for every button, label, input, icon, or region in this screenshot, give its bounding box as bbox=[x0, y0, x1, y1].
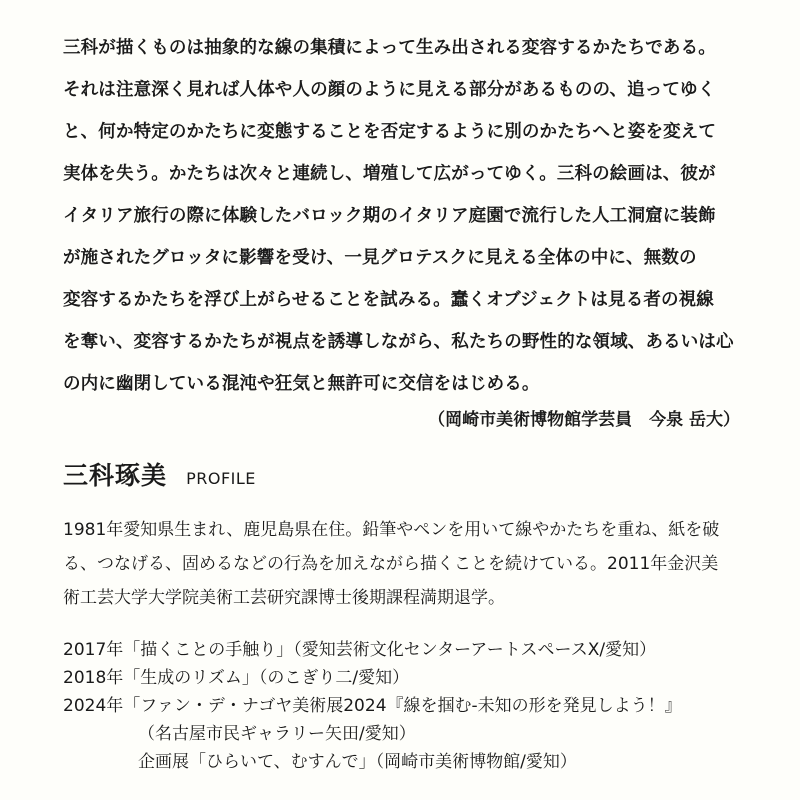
essay-line: と、何か特定のかたちに変態することを否定するように別のかたちへと姿を変えて bbox=[63, 122, 717, 142]
profile-label: PROFILE bbox=[186, 469, 256, 488]
profile-heading bbox=[63, 456, 256, 492]
essay-line: イタリア旅行の際に体験したバロック期のイタリア庭園で流行した人工洞窟に装飾 bbox=[63, 206, 716, 226]
essay-line: の内に幽閉している混沌や狂気と無許可に交信をはじめる。 bbox=[63, 374, 540, 394]
bio-line: 術工芸大学大学院美術工芸研究課博士後期課程満期退学。 bbox=[63, 588, 505, 608]
essay-line: を奪い、変容するかたちが視点を誘導しながら、私たちの野性的な領域、あるいは心 bbox=[63, 332, 734, 352]
bio-line: る、つなげる、固めるなどの行為を加えながら描くことを続けている。2011年金沢美 bbox=[63, 554, 719, 574]
essay-credit: （岡崎市美術博物館学芸員 今泉 岳大） bbox=[428, 410, 740, 430]
essay-line: 三科が描くものは抽象的な線の集積によって生み出される変容するかたちである。 bbox=[63, 38, 716, 58]
essay-line: それは注意深く見れば人体や人の顔のように見える部分があるものの、追ってゆく bbox=[63, 80, 716, 100]
exhibition-item-venue: （名古屋市民ギャラリー矢田/愛知） bbox=[138, 724, 416, 744]
essay-line: が施されたグロッタに影響を受け、一見グロテスクに見える全体の中に、無数の bbox=[63, 248, 697, 268]
profile-bio bbox=[63, 516, 763, 618]
exhibition-item: 2018年「生成のリズム」（のこぎり二/愛知） bbox=[63, 668, 410, 688]
essay-text bbox=[63, 33, 753, 411]
artist-name: 三科琢美 bbox=[63, 461, 168, 490]
exhibition-item: 企画展「ひらいて、むすんで」（岡崎市美術博物館/愛知） bbox=[138, 752, 577, 772]
bio-line: 1981年愛知県生まれ、鹿児島県在住。鉛筆やペンを用いて線やかたちを重ね、紙を破 bbox=[63, 520, 720, 540]
essay-line: 変容するかたちを浮び上がらせることを試みる。蠢くオブジェクトは見る者の視線 bbox=[63, 290, 714, 310]
exhibition-item: 2024年「ファン・デ・ナゴヤ美術展2024『線を掴む-未知の形を発見しよう！』 bbox=[63, 696, 682, 716]
essay-line: 実体を失う。かたちは次々と連続し、増殖して広がってゆく。三科の絵画は、彼が bbox=[63, 164, 716, 184]
exhibition-history bbox=[63, 637, 763, 777]
exhibition-item: 2017年「描くことの手触り」（愛知芸術文化センターアートスペースX/愛知） bbox=[63, 640, 657, 660]
